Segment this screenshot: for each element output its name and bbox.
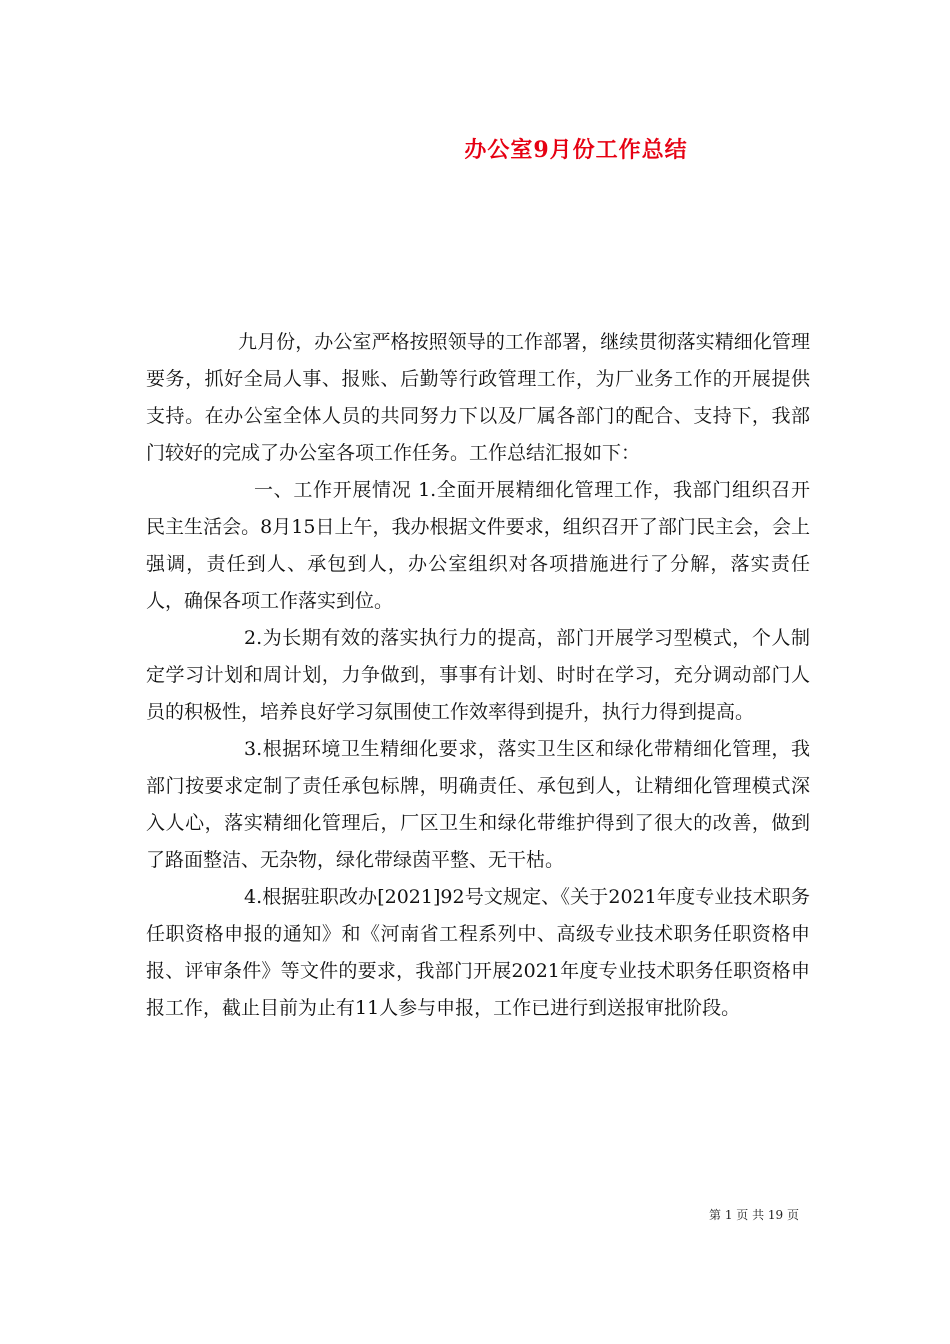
document-body [146, 324, 810, 1027]
paragraph-item-2: 2.为长期有效的落实执行力的提高，部门开展学习型模式，个人制定学习计划和周计划，力争做到，事事有计划、时时在学习，充分调动部门人员的积极性，培养良好学习氛围使工作效率得到提升，执行力得到提高。 [146, 627, 810, 723]
paragraph-intro: 九月份，办公室严格按照领导的工作部署，继续贯彻落实精细化管理要务，抓好全局人事、报账、后勤等行政管理工作，为厂业务工作的开展提供支持。在办公室全体人员的共同努力下以及厂属各部门的配合、支持下，我部门较好的完成了办公室各项工作任务。工作总结汇报如下： [146, 331, 810, 464]
document-title: 办公室9月份工作总结 [464, 137, 688, 163]
paragraph-item-4: 4.根据驻职改办[2021]92号文规定、《关于2021年度专业技术职务任职资格申报的通知》和《河南省工程系列中、高级专业技术职务任职资格申报、评审条件》等文件的要求，我部门开展2021年度专业技术职务任职资格申报工作，截止目前为止有11人参与申报，工作已进行到送报审批阶段。 [146, 886, 810, 1019]
paragraph-section-1: 一、工作开展情况 1.全面开展精细化管理工作，我部门组织召开民主生活会。8月15日上午，我办根据文件要求，组织召开了部门民主会，会上强调，责任到人、承包到人，办公室组织对各项措施进行了分解，落实责任人，确保各项工作落实到位。 [146, 479, 810, 612]
paragraph-item-3: 3.根据环境卫生精细化要求，落实卫生区和绿化带精细化管理，我部门按要求定制了责任承包标牌，明确责任、承包到人，让精细化管理模式深入人心，落实精细化管理后，厂区卫生和绿化带维护得到了很大的改善，做到了路面整洁、无杂物，绿化带绿茵平整、无干枯。 [146, 738, 810, 871]
page-number-footer: 第 1 页 共 19 页 [709, 1208, 799, 1222]
